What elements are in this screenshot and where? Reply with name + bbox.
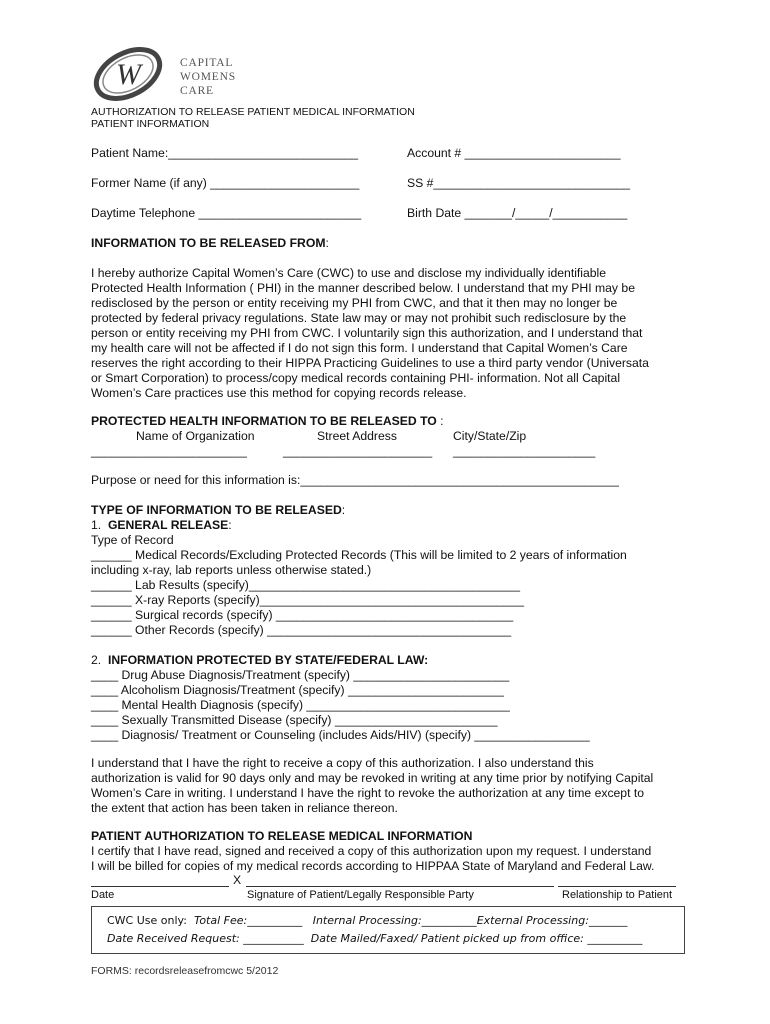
- form-subtitle: PATIENT INFORMATION: [91, 118, 210, 130]
- paragraph-line: my health care will not be affected if I do not sign this form. I understand that Capital Women’s Care: [91, 341, 628, 355]
- cwc-use-only-box: [91, 906, 685, 954]
- rights-paragraph: [91, 756, 691, 816]
- street-blank[interactable]: ______________________: [283, 444, 433, 458]
- signature-label: Signature of Patient/Legally Responsible Party: [247, 889, 474, 901]
- paragraph-line: Women’s Care practices use this method for copying records release.: [91, 386, 467, 400]
- record-type-item[interactable]: ______ Surgical records (specify) ___________________________________: [91, 608, 514, 622]
- paragraph-line: reserves the right according to their HIPPA Practicing Guidelines to use a third party vendor (Universata: [91, 356, 649, 370]
- released-from-heading: [91, 236, 329, 251]
- protected-heading-text: INFORMATION PROTECTED BY STATE/FEDERAL LAW:: [107, 653, 429, 667]
- released-to-heading: [91, 414, 444, 429]
- date-label: Date: [91, 889, 115, 901]
- record-type-item[interactable]: ______ Other Records (specify) ____________________________________: [91, 623, 512, 637]
- logo-monogram: W: [116, 58, 141, 91]
- former-name-field[interactable]: Former Name (if any) ______________________: [91, 176, 360, 190]
- internal-processing-field[interactable]: Internal Processing:__________: [312, 914, 477, 927]
- patient-name-field[interactable]: Patient Name:____________________________: [91, 146, 359, 160]
- protected-heading: [91, 653, 428, 668]
- record-type-item[interactable]: ______ Medical Records/Excluding Protected Records (This will be limited to 2 years of information: [91, 548, 627, 562]
- protected-item[interactable]: ____ Sexually Transmitted Disease (specify) ________________________: [91, 713, 498, 727]
- paragraph-line: I will be billed for copies of my medical records according to HIPPAA State of Maryland and Federal Law.: [91, 859, 655, 873]
- paragraph-line: the extent that action has been taken in reliance thereon.: [91, 801, 398, 815]
- paragraph-line: I understand that I have the right to receive a copy of this authorization. I also understand this: [91, 756, 594, 770]
- signature-line[interactable]: [246, 886, 554, 887]
- released-to-heading-text: PROTECTED HEALTH INFORMATION TO BE RELEASED TO: [91, 414, 437, 428]
- released-from-heading-suffix: :: [325, 236, 329, 250]
- date-line[interactable]: [91, 886, 229, 887]
- date-mailed-field[interactable]: Date Mailed/Faxed/ Patient picked up from office: __________: [310, 932, 643, 945]
- logo-line-2: WOMENS: [180, 71, 236, 83]
- record-type-item[interactable]: ______ X-ray Reports (specify)_______________________________________: [91, 593, 525, 607]
- authorization-heading: PATIENT AUTHORIZATION TO RELEASE MEDICAL INFORMATION: [91, 829, 473, 843]
- purpose-field[interactable]: Purpose or need for this information is:_______________________________________________: [91, 473, 619, 487]
- record-type-list: [91, 548, 691, 638]
- daytime-phone-field[interactable]: Daytime Telephone ________________________: [91, 206, 362, 220]
- type-info-heading-suffix: :: [341, 503, 346, 517]
- forms-footer: FORMS: recordsreleasefromcwc 5/2012: [91, 965, 279, 977]
- relationship-line[interactable]: [558, 886, 676, 887]
- type-info-heading: [91, 503, 345, 518]
- relationship-label: Relationship to Patient: [562, 889, 673, 901]
- type-info-heading-text: TYPE OF INFORMATION TO BE RELEASED: [91, 503, 342, 517]
- city-blank[interactable]: _____________________: [453, 444, 596, 458]
- protected-item[interactable]: ____ Mental Health Diagnosis (specify) ______________________________: [91, 698, 510, 712]
- authorization-paragraph: [91, 844, 691, 874]
- paragraph-line: person or entity receiving my PHI from CWC. I voluntarily sign this authorization, and I understand that: [91, 326, 643, 340]
- general-release-heading: [91, 518, 232, 533]
- ss-field[interactable]: SS #_____________________________: [407, 176, 630, 190]
- protected-item[interactable]: ____ Alcoholism Diagnosis/Treatment (specify) _______________________: [91, 683, 504, 697]
- protected-num: 2.: [91, 653, 108, 667]
- col-city-label: City/State/Zip: [453, 429, 527, 443]
- col-street-label: Street Address: [317, 429, 397, 443]
- record-type-item: including x-ray, lab reports unless otherwise stated.): [91, 563, 372, 577]
- birth-date-field[interactable]: Birth Date _______/_____/___________: [407, 206, 628, 220]
- total-fee-field[interactable]: Total Fee:__________: [193, 914, 303, 927]
- org-blank[interactable]: _______________________: [91, 444, 247, 458]
- released-to-heading-suffix: :: [436, 414, 444, 428]
- type-of-record-label: Type of Record: [91, 533, 174, 547]
- external-processing-field[interactable]: External Processing:_______: [476, 914, 628, 927]
- protected-item[interactable]: ____ Drug Abuse Diagnosis/Treatment (specify) _______________________: [91, 668, 510, 682]
- protected-list: [91, 668, 691, 743]
- released-from-paragraph: [91, 266, 691, 401]
- paragraph-line: authorization is valid for 90 days only and may be revoked in writing at any time prior by notifying Capital: [91, 771, 654, 785]
- paragraph-line: Women’s Care in writing. I understand I have the right to revoke the authorization at any time except to: [91, 786, 645, 800]
- cwc-line-2: [107, 932, 642, 945]
- paragraph-line: redisclosed by the person or entity receiving my PHI from CWC, and that it then may no longer be: [91, 296, 618, 310]
- logo-monogram-icon: [90, 42, 170, 104]
- date-received-field[interactable]: Date Received Request: ___________: [107, 932, 304, 945]
- cwc-line-1: [107, 914, 627, 927]
- paragraph-line: Protected Health Information ( PHI) in the manner described below. I understand that my PHI may be: [91, 281, 635, 295]
- paragraph-line: or Smart Corporation) to process/copy medical records containing PHI- information. Not all Capital: [91, 371, 621, 385]
- paragraph-line: I hereby authorize Capital Women’s Care (CWC) to use and disclose my individually identifiable: [91, 266, 607, 280]
- account-field[interactable]: Account # _______________________: [407, 146, 621, 160]
- logo-line-3: CARE: [180, 85, 214, 97]
- general-release-text: GENERAL RELEASE: [107, 518, 229, 532]
- paragraph-line: I certify that I have read, signed and received a copy of this authorization upon my request. I understand: [91, 844, 652, 858]
- paragraph-line: protected by federal privacy regulations. State law may or may not prohibit such redisclosure by the: [91, 311, 627, 325]
- general-release-suffix: :: [228, 518, 232, 532]
- released-from-heading-text: INFORMATION TO BE RELEASED FROM: [91, 236, 326, 250]
- form-title: AUTHORIZATION TO RELEASE PATIENT MEDICAL INFORMATION: [91, 106, 415, 118]
- col-org-label: Name of Organization: [136, 429, 255, 443]
- record-type-item[interactable]: ______ Lab Results (specify)________________________________________: [91, 578, 520, 592]
- protected-item[interactable]: ____ Diagnosis/ Treatment or Counseling (includes Aids/HIV) (specify) _________________: [91, 728, 590, 742]
- general-release-num: 1.: [91, 518, 108, 532]
- cwc-prefix: CWC Use only:: [107, 914, 194, 927]
- logo: [90, 42, 236, 104]
- signature-x: X: [233, 873, 242, 887]
- logo-line-1: CAPITAL: [180, 57, 234, 69]
